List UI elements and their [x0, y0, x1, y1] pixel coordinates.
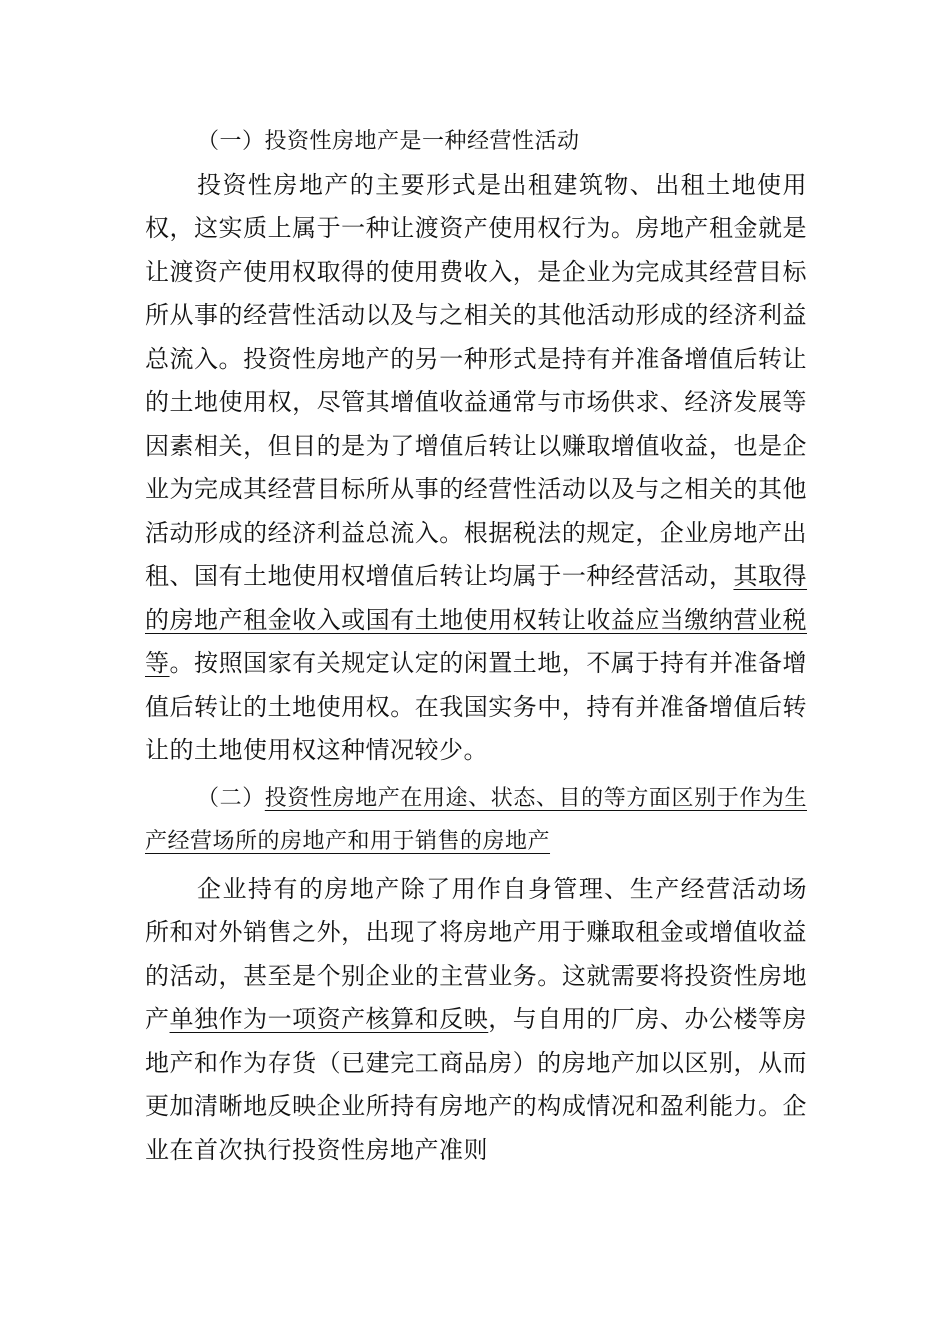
section-2-underlined-text: 单独作为一项资产核算和反映 — [169, 1005, 489, 1033]
section-2-heading-prefix: （二） — [197, 785, 265, 811]
section-2-text-part-1: 企业持有的房地产除了用作自身管理、生产经营活动场所和对外销售之外，出现了将房地产用于赚取租金或增值收益的活动，甚至是个别企业的主营业务。这就需要将投资性房地产 — [145, 874, 807, 1033]
section-1-paragraph — [145, 164, 807, 773]
section-1-text-part-2: 。按照国家有关规定认定的闲置土地，不属于持有并准备增值后转让的土地使用权。在我国实务中，持有并准备增值后转让的土地使用权这种情况较少。 — [145, 649, 808, 764]
section-1-heading: （一）投资性房地产是一种经营性活动 — [197, 129, 580, 154]
section-2-paragraph — [145, 868, 807, 1173]
section-1-underlined-text: 其取得的房地产租金收入或国有土地使用权转让收益应当缴纳营业税等 — [145, 562, 808, 677]
section-2-heading-underlined: 投资性房地产在用途、状态、目的等方面区别于作为生产经营场所的房地产和用于销售的房地产 — [145, 785, 807, 854]
section-2-heading — [145, 777, 807, 864]
section-1-text-part-1: 投资性房地产的主要形式是出租建筑物、出租土地使用权，这实质上属于一种让渡资产使用权行为。房地产租金就是让渡资产使用权取得的使用费收入，是企业为完成其经营目标所从事的经营性活动以及与之相关的其他活动形成的经济利益总流入。投资性房地产的另一种形式是持有并准备增值后转让的土地使用权，尽管其增值收益通常与市场供求、经济发展等因素相关，但目的是为了增值后转让以赚取增值收益，也是企业为完成其经营目标所从事的经营性活动以及与之相关的其他活动形成的经济利益总流入。根据税法的规定，企业房地产出租、国有土地使用权增值后转让均属于一种经营活动， — [145, 170, 807, 590]
section-2-text-part-2: ，与自用的厂房、办公楼等房地产和作为存货（已建完工商品房）的房地产加以区别，从而更加清晰地反映企业所持有房地产的构成情况和盈利能力。企业在首次执行投资性房地产准则 — [145, 1005, 808, 1164]
document-page — [145, 120, 807, 1172]
